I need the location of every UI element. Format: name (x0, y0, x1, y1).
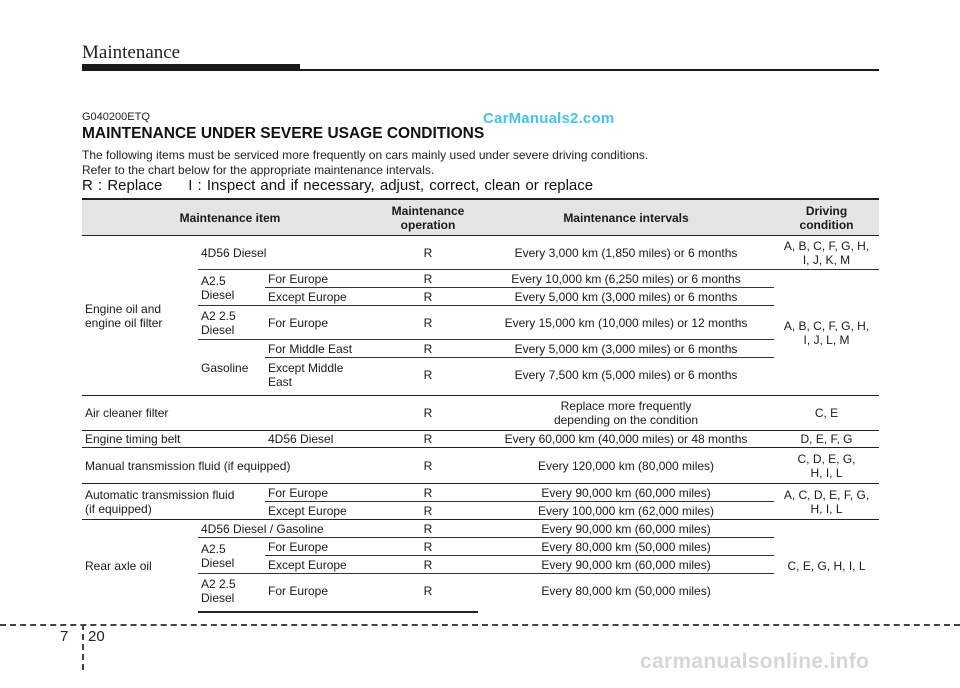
interval-cell: Every 5,000 km (3,000 miles) or 6 months (478, 288, 774, 306)
operation-cell: R (378, 538, 478, 556)
maintenance-table (82, 198, 879, 613)
header-intervals: Maintenance intervals (478, 199, 774, 236)
sub-a25-diesel: A2.5 Diesel (198, 270, 265, 306)
table-row (82, 270, 879, 288)
interval-cell: Every 5,000 km (3,000 miles) or 6 months (478, 340, 774, 358)
region-cell: For Europe (265, 574, 378, 608)
condition-cell: A, C, D, E, F, G, H, I, L (774, 484, 879, 520)
table-row (82, 396, 879, 431)
interval-cell: Every 80,000 km (50,000 miles) (478, 538, 774, 556)
condition-cell: D, E, F, G (774, 431, 879, 448)
item-manual-transmission: Manual transmission fluid (if equipped) (82, 448, 378, 484)
intro-line-1: The following items must be serviced more frequently on cars mainly used under severe driving conditions. (82, 148, 649, 162)
header-maintenance-item: Maintenance item (82, 199, 378, 236)
condition-cell: A, B, C, F, G, H, I, J, K, M (774, 236, 879, 270)
operation-cell: R (378, 484, 478, 502)
sub-gasoline: Gasoline (198, 340, 265, 396)
operation-cell: R (378, 288, 478, 306)
table-row (82, 236, 879, 270)
interval-cell: Every 90,000 km (60,000 miles) (478, 556, 774, 574)
region-cell: Except Europe (265, 502, 378, 520)
document-code: G040200ETQ (82, 111, 150, 123)
operation-cell: R (378, 556, 478, 574)
item-timing-belt: Engine timing belt (82, 431, 265, 448)
region-cell: Except Europe (265, 288, 378, 306)
item-air-cleaner: Air cleaner filter (82, 396, 378, 431)
intro-text (82, 148, 648, 178)
operation-cell: R (378, 574, 478, 608)
interval-cell: Every 100,000 km (62,000 miles) (478, 502, 774, 520)
condition-cell: C, E, G, H, I, L (774, 520, 879, 612)
sub-diesel-gasoline: 4D56 Diesel / Gasoline (198, 520, 378, 538)
page-heading: MAINTENANCE UNDER SEVERE USAGE CONDITIONS (82, 125, 485, 142)
operation-cell: R (378, 448, 478, 484)
region-cell: Except Europe (265, 556, 378, 574)
legend: R : Replace I : Inspect and if necessary, adjust, correct, clean or replace (82, 177, 594, 194)
operation-cell: R (378, 306, 478, 340)
table-row (82, 538, 879, 556)
table-row (82, 306, 879, 340)
section-title: Maintenance (82, 42, 181, 63)
condition-cell: C, E (774, 396, 879, 431)
region-cell: For Europe (265, 538, 378, 556)
operation-cell: R (378, 358, 478, 392)
condition-cell: A, B, C, F, G, H, I, J, L, M (774, 270, 879, 396)
condition-cell: C, D, E, G, H, I, L (774, 448, 879, 484)
header-rule (82, 69, 879, 71)
region-cell: For Europe (265, 306, 378, 340)
watermark-link[interactable]: CarManuals2.com (483, 110, 615, 127)
item-automatic-transmission: Automatic transmission fluid (if equipped) (82, 484, 265, 520)
operation-cell: R (378, 236, 478, 270)
interval-cell: Every 7,500 km (5,000 miles) or 6 months (478, 358, 774, 392)
interval-cell: Every 90,000 km (60,000 miles) (478, 484, 774, 502)
interval-cell: Every 10,000 km (6,250 miles) or 6 months (478, 270, 774, 288)
header-driving-condition: Driving condition (774, 199, 879, 236)
item-engine-oil: Engine oil and engine oil filter (82, 236, 198, 396)
sub-a2-25-diesel: A2 2.5 Diesel (198, 574, 265, 608)
page-number-divider (82, 624, 84, 670)
table-row (82, 448, 879, 484)
sub-4d56-diesel: 4D56 Diesel (265, 431, 378, 448)
sub-a25-diesel: A2.5 Diesel (198, 538, 265, 574)
table-row-spacer (82, 608, 879, 612)
interval-cell: Every 60,000 km (40,000 miles) or 48 months (478, 431, 774, 448)
interval-cell: Every 80,000 km (50,000 miles) (478, 574, 774, 608)
footer-watermark[interactable]: carmanualsonline.info (640, 650, 870, 673)
operation-cell: R (378, 396, 478, 431)
intro-line-2: Refer to the chart below for the appropriate maintenance intervals. (82, 163, 435, 177)
interval-cell: Every 15,000 km (10,000 miles) or 12 months (478, 306, 774, 340)
table-row (82, 574, 879, 608)
table-header-row (82, 199, 879, 236)
interval-cell: Every 90,000 km (60,000 miles) (478, 520, 774, 538)
operation-cell: R (378, 520, 478, 538)
table-row (82, 520, 879, 538)
operation-cell: R (378, 340, 478, 358)
table-row (82, 431, 879, 448)
page-footer-rule (0, 624, 960, 626)
table-row (82, 484, 879, 502)
operation-cell: R (378, 502, 478, 520)
region-cell: For Middle East (265, 340, 378, 358)
page-number: 20 (88, 628, 105, 645)
interval-cell: Every 3,000 km (1,850 miles) or 6 months (478, 236, 774, 270)
interval-cell: Replace more frequently depending on the condition (478, 396, 774, 431)
interval-cell: Every 120,000 km (80,000 miles) (478, 448, 774, 484)
table-row (82, 340, 879, 358)
chapter-number: 7 (60, 628, 69, 645)
operation-cell: R (378, 431, 478, 448)
sub-a2-25-diesel: A2 2.5 Diesel (198, 306, 265, 340)
region-cell: For Europe (265, 270, 378, 288)
item-rear-axle: Rear axle oil (82, 520, 198, 612)
sub-4d56-diesel: 4D56 Diesel (198, 236, 378, 270)
region-cell: Except Middle East (265, 358, 378, 392)
region-cell: For Europe (265, 484, 378, 502)
operation-cell: R (378, 270, 478, 288)
header-operation: Maintenance operation (378, 199, 478, 236)
